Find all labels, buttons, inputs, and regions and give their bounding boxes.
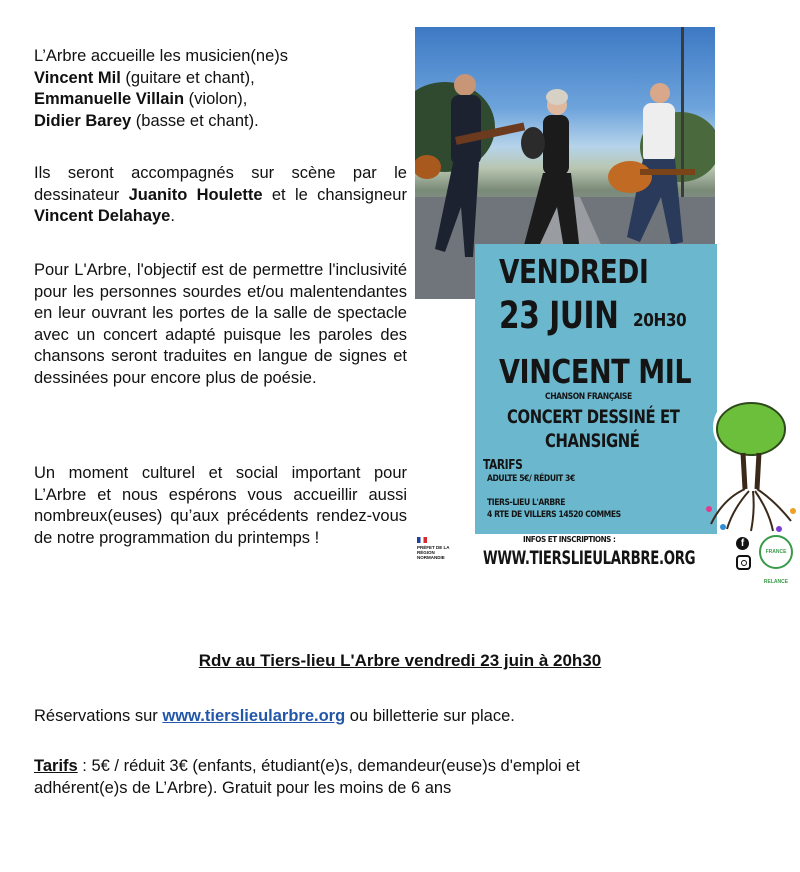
para-text: Ils seront accompagnés sur scène par le dessinateur bbox=[34, 164, 407, 204]
poster-artist: VINCENT MIL bbox=[499, 352, 692, 391]
poster-tarifs-title: TARIFS bbox=[483, 458, 523, 473]
poster-website: WWW.TIERSLIEULARBRE.ORG bbox=[483, 547, 696, 569]
poster-info-panel bbox=[475, 244, 717, 534]
event-poster bbox=[415, 27, 800, 607]
tarifs-paragraph bbox=[34, 756, 674, 799]
poster-time: 20H30 bbox=[633, 310, 687, 331]
france-relance-badge: FRANCE RELANCE bbox=[759, 535, 793, 569]
tarifs-text: : 5€ / réduit 3€ (enfants, étudiant(e)s, demandeur(euse)s d'emploi et adhérent(e)s de L’Arbre). Gratuit pour les moins de 6 ans bbox=[34, 757, 580, 797]
musician-role: (basse et chant). bbox=[131, 111, 259, 130]
reservations-text: Réservations sur bbox=[34, 707, 163, 725]
intro-line: L’Arbre accueille les musicien(ne)s bbox=[34, 47, 289, 65]
french-flag-icon bbox=[417, 537, 427, 543]
tarifs-label: Tarifs bbox=[34, 757, 78, 775]
poster-footer bbox=[415, 535, 800, 607]
poster-day: VENDREDI bbox=[499, 252, 649, 291]
musician-name: Emmanuelle Villain bbox=[34, 90, 185, 109]
poster-genre: CHANSON FRANÇAISE bbox=[545, 392, 632, 402]
poster-concert-line1: CONCERT DESSINÉ ET bbox=[507, 406, 680, 428]
musician-name: Didier Barey bbox=[34, 111, 132, 130]
musician-role: (violon), bbox=[184, 90, 248, 109]
poster-infos-label: INFOS ET INSCRIPTIONS : bbox=[523, 535, 616, 544]
tree-icon bbox=[703, 389, 800, 534]
poster-date: 23 JUIN bbox=[499, 294, 619, 337]
objective-paragraph: Pour L'Arbre, l'objectif est de permettre l'inclusivité pour les personnes sourdes et/ou malentendantes en leur ouvrant les portes de la salle de spectacle avec un concert adapté puisque les paroles des chansons seront traduites en langue de signes et dessinées pour encore plus de poésie. bbox=[34, 261, 407, 387]
prefet-logo bbox=[417, 537, 457, 560]
reservations-line bbox=[34, 706, 515, 728]
website-link[interactable]: www.tierslieularbre.org bbox=[162, 707, 346, 725]
accompaniment-paragraph bbox=[34, 163, 407, 228]
musician-name: Vincent Mil bbox=[34, 68, 121, 87]
poster-concert-line2: CHANSIGNÉ bbox=[545, 430, 640, 452]
poster-venue-line1: TIERS-LIEU L'ARBRE bbox=[487, 498, 566, 508]
rdv-heading: Rdv au Tiers-lieu L'Arbre vendredi 23 juin à 20h30 bbox=[198, 651, 602, 670]
artist-name: Vincent Delahaye bbox=[34, 207, 171, 226]
reservations-text: ou billetterie sur place. bbox=[345, 707, 515, 725]
prefet-text: PRÉFET DE LA RÉGION NORMANDIE bbox=[417, 545, 450, 560]
instagram-icon[interactable] bbox=[736, 555, 751, 570]
para-text: et le chansigneur bbox=[262, 185, 407, 204]
musician-role: (guitare et chant), bbox=[120, 68, 255, 87]
intro-paragraph bbox=[34, 46, 407, 132]
closing-paragraph: Un moment culturel et social important pour L’Arbre et nous espérons vous accueillir aussi nombreux(euses) qu’aux précédents rendez-vous de notre programmation du printemps ! bbox=[34, 464, 407, 547]
facebook-icon[interactable]: f bbox=[736, 537, 749, 550]
artist-name: Juanito Houlette bbox=[128, 185, 263, 204]
poster-venue-line2: 4 RTE DE VILLERS 14520 COMMES bbox=[487, 510, 621, 520]
para-text: . bbox=[170, 207, 175, 226]
poster-tarifs-detail: ADULTE 5€/ RÉDUIT 3€ bbox=[487, 474, 575, 484]
